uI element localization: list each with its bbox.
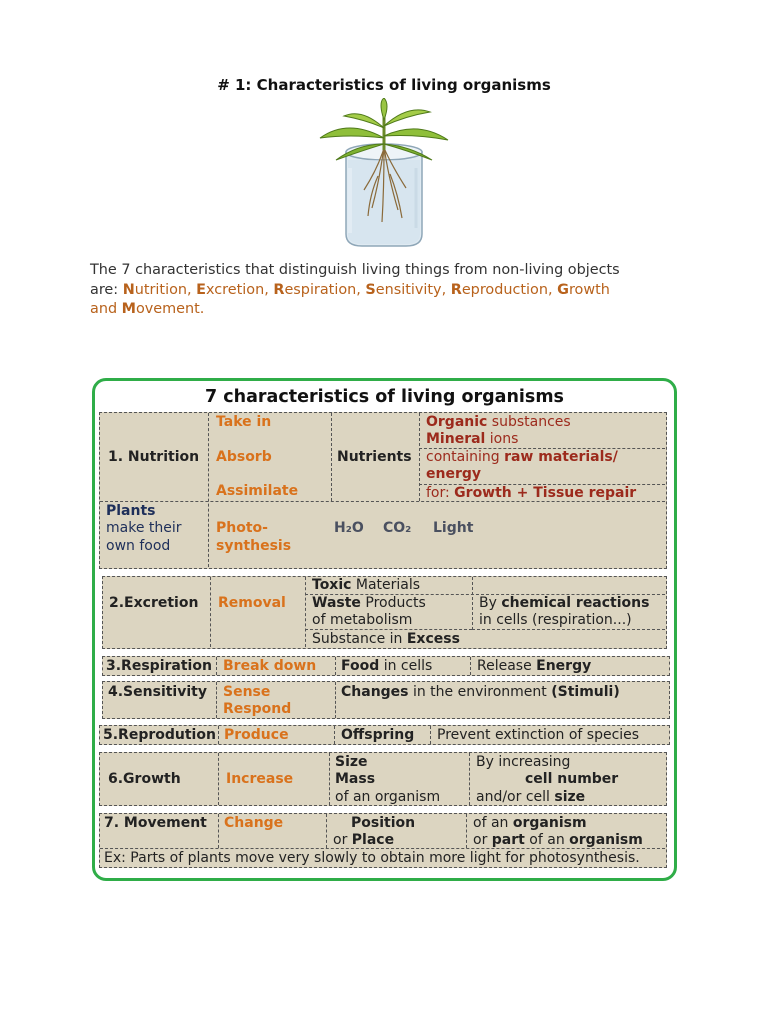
growth-verb: Increase: [226, 771, 294, 787]
make-their-text: make their: [106, 520, 182, 536]
sense-verb: Sense: [223, 684, 271, 700]
in-cells-respiration: in cells (respiration...): [479, 612, 632, 628]
own-food-text: own food: [106, 538, 171, 554]
reproduction-label: 5.Reprodution: [103, 727, 216, 743]
food-in-cells: Food in cells: [341, 658, 433, 674]
plant-in-jar-illustration: [318, 98, 450, 248]
h2o-text: H₂O: [334, 520, 364, 536]
movement-label: 7. Movement: [104, 815, 207, 831]
intro-excretion-rest: xcretion: [206, 281, 265, 298]
excretion-verb: Removal: [218, 595, 286, 611]
intro-and: and: [90, 301, 122, 317]
growth-label: 6.Growth: [108, 771, 181, 787]
of-an-organism-movement: of an organism: [473, 815, 587, 831]
intro-separator: ,: [187, 281, 197, 298]
containing-raw-materials: containing raw materials/: [426, 449, 618, 465]
mass-text: Mass: [335, 771, 376, 787]
reproduction-section: [99, 725, 670, 745]
waste-products: Waste Products: [312, 595, 426, 611]
of-an-organism-text: of an organism: [335, 789, 441, 805]
movement-section: [99, 813, 667, 868]
intro-excretion-initial: E: [196, 281, 206, 298]
nutrition-verb-assimilate: Assimilate: [216, 483, 299, 499]
organic-substances: Organic substances: [426, 414, 571, 430]
intro-paragraph: [90, 261, 670, 320]
co2-text: CO₂: [383, 520, 412, 536]
intro-line-1: The 7 characteristics that distinguish living things from non-living objects: [90, 262, 620, 278]
prevent-extinction: Prevent extinction of species: [437, 727, 640, 743]
or-part-of-organism: or part of an organism: [473, 832, 643, 848]
reproduction-verb: Produce: [224, 727, 289, 743]
position-text: Position: [351, 815, 416, 831]
intro-nutrition-initial: N: [122, 281, 135, 298]
and-or-cell-size: and/or cell size: [476, 789, 586, 805]
plants-label: Plants: [106, 503, 156, 519]
synthesis-text: synthesis: [216, 538, 292, 554]
nutrition-verb-absorb: Absorb: [216, 449, 272, 465]
intro-nutrition-rest: utrition: [134, 281, 187, 298]
of-metabolism: of metabolism: [312, 612, 413, 628]
intro-respiration-rest: espiration: [284, 281, 357, 298]
respiration-section: [102, 656, 670, 676]
respond-verb: Respond: [223, 701, 292, 717]
size-text: Size: [335, 754, 368, 770]
for-growth-tissue-repair: for: Growth + Tissue repair: [426, 485, 637, 501]
mineral-ions: Mineral ions: [426, 431, 519, 447]
by-increasing-text: By increasing: [476, 754, 571, 770]
photo-text: Photo-: [216, 520, 268, 536]
release-energy: Release Energy: [477, 658, 592, 674]
by-chemical-reactions: By chemical reactions: [479, 595, 650, 611]
intro-respiration-initial: R: [273, 281, 285, 298]
toxic-materials: Toxic Materials: [312, 577, 421, 593]
document-title: # 1: Characteristics of living organisms: [217, 76, 551, 94]
intro-growth-rest: rowth: [568, 281, 610, 298]
respiration-label: 3.Respiration: [106, 658, 212, 674]
nutrition-section: [99, 412, 667, 569]
cell-number-text: cell number: [525, 771, 619, 787]
intro-separator: ,: [264, 281, 274, 298]
card-title: 7 characteristics of living organisms: [205, 387, 564, 407]
nutrition-verb-take-in: Take in: [216, 414, 272, 430]
excretion-label: 2.Excretion: [109, 595, 199, 611]
intro-reproduction-initial: R: [450, 281, 462, 298]
nutrition-label: 1. Nutrition: [108, 449, 200, 465]
intro-sensitivity-rest: ensitivity: [375, 281, 442, 298]
intro-separator: ,: [547, 281, 558, 298]
nutrition-object: Nutrients: [337, 449, 412, 465]
sensitivity-section: [102, 681, 670, 719]
characteristics-card: [92, 378, 677, 881]
substance-in-excess: Substance in Excess: [312, 631, 460, 647]
energy-text: energy: [426, 466, 482, 482]
intro-sensitivity-initial: S: [365, 281, 376, 298]
intro-movement-rest: ovement.: [135, 301, 205, 317]
offspring-text: Offspring: [341, 727, 415, 743]
intro-separator: ,: [356, 281, 366, 298]
intro-growth-initial: G: [557, 281, 569, 298]
movement-verb: Change: [224, 815, 284, 831]
intro-reproduction-rest: eproduction: [461, 281, 548, 298]
respiration-verb: Break down: [223, 658, 317, 674]
sensitivity-label: 4.Sensitivity: [108, 684, 207, 700]
changes-in-environment: Changes in the environment (Stimuli): [341, 684, 620, 700]
intro-movement-initial: M: [121, 301, 136, 317]
or-place-text: or Place: [333, 832, 395, 848]
intro-separator: ,: [441, 281, 451, 298]
growth-section: [99, 752, 667, 806]
excretion-section: [102, 576, 667, 649]
movement-example: Ex: Parts of plants move very slowly to obtain more light for photosynthesis.: [104, 850, 640, 866]
light-text: Light: [433, 520, 474, 536]
intro-are-prefix: are:: [90, 281, 123, 298]
